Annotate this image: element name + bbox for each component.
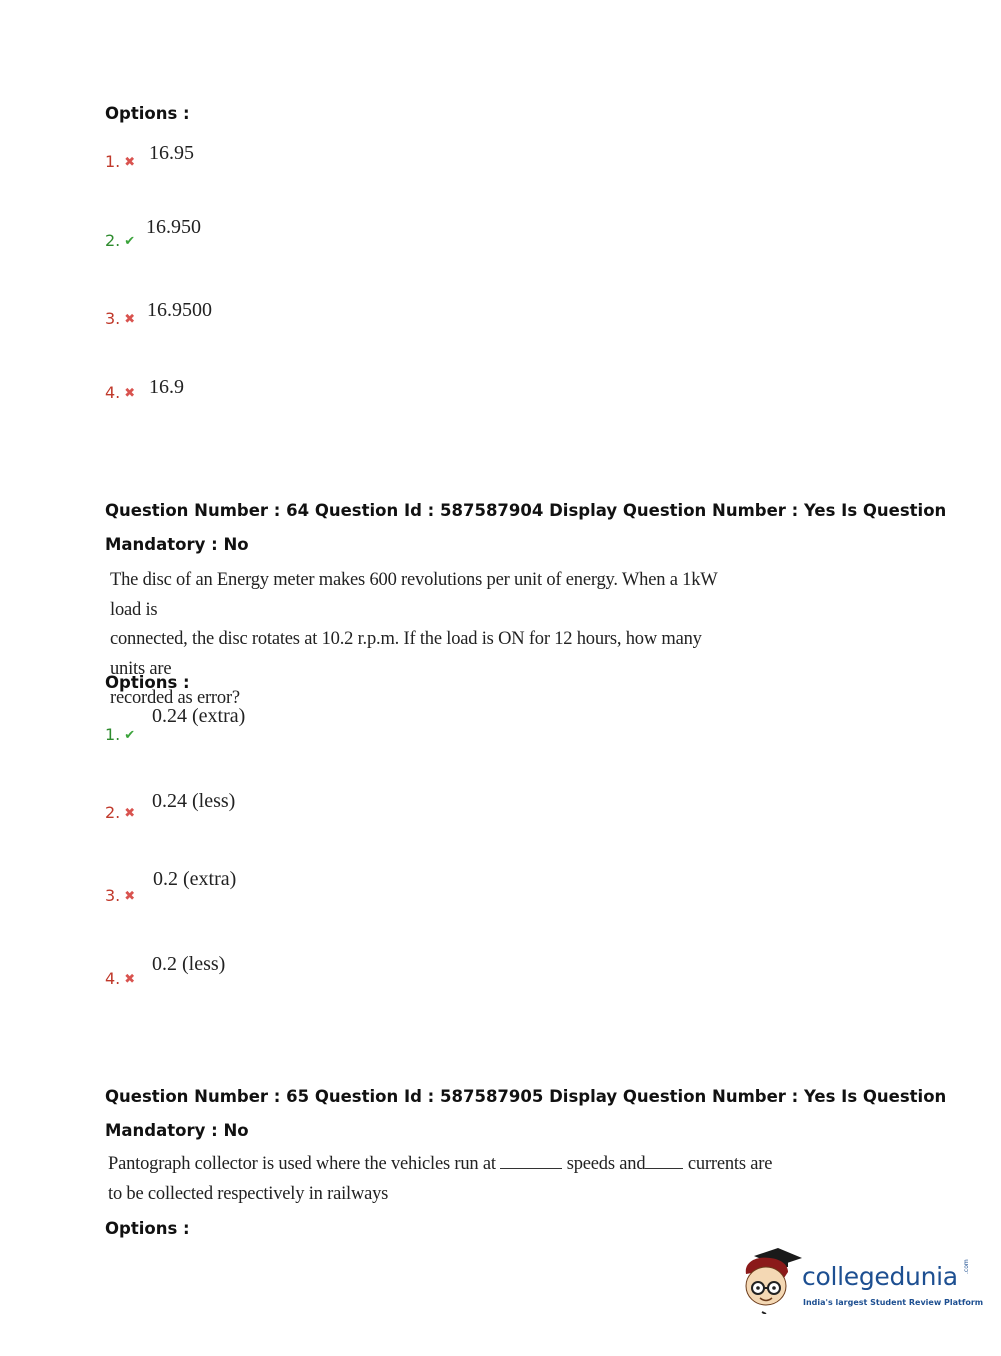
option-number: 2. (105, 803, 121, 822)
option-1 (105, 725, 135, 744)
cross-icon: ✖ (124, 312, 136, 327)
question-header-line2: Mandatory : No (105, 535, 249, 554)
options-label: Options : (105, 673, 190, 692)
question-text (110, 566, 730, 714)
option-text: 0.24 (extra) (152, 705, 246, 727)
option-text: 16.9 (149, 376, 184, 398)
option-2 (105, 803, 135, 822)
option-number: 4. (105, 383, 121, 402)
question-text-line: The disc of an Energy meter makes 600 revolutions per unit of energy. When a 1kW load is (110, 570, 718, 620)
option-number: 4. (105, 969, 121, 988)
question-text (108, 1150, 773, 1209)
option-2 (105, 231, 135, 250)
cross-icon: ✖ (124, 386, 136, 401)
check-icon: ✔ (124, 234, 136, 249)
cross-icon: ✖ (124, 972, 136, 987)
logo-tagline: India's largest Student Review Platform (803, 1298, 984, 1307)
option-number: 2. (105, 231, 121, 250)
question-text-line: recorded as error? (110, 688, 240, 708)
logo-suffix: .com (963, 1259, 970, 1274)
question-header (105, 1080, 946, 1148)
option-text: 0.24 (less) (152, 790, 236, 812)
collegedunia-logo (740, 1248, 984, 1318)
cross-icon: ✖ (124, 889, 136, 904)
option-text: 16.9500 (147, 299, 212, 321)
options-label: Options : (105, 104, 190, 123)
mascot-icon (740, 1248, 802, 1314)
question-text-part: currents are (687, 1154, 773, 1174)
question-header-line1: Question Number : 64 Question Id : 587587904 Display Question Number : Yes Is Question (105, 501, 947, 520)
option-3 (105, 886, 135, 905)
option-number: 3. (105, 886, 121, 905)
question-text-line (108, 1150, 773, 1180)
fill-blank (645, 1167, 683, 1169)
question-header-line2: Mandatory : No (105, 1121, 249, 1140)
option-text: 16.950 (146, 216, 201, 238)
question-text-part: Pantograph collector is used where the vehicles run at (108, 1154, 496, 1174)
option-4 (105, 969, 135, 988)
question-text-line: to be collected respectively in railways (108, 1183, 389, 1204)
logo-wordmark: collegedunia (802, 1262, 958, 1291)
question-header-line1: Question Number : 65 Question Id : 587587905 Display Question Number : Yes Is Question (105, 1087, 947, 1106)
option-text: 0.2 (extra) (153, 868, 237, 890)
cross-icon: ✖ (124, 155, 136, 170)
fill-blank (500, 1167, 562, 1169)
cross-icon: ✖ (124, 806, 136, 821)
option-number: 3. (105, 309, 121, 328)
question-header (105, 494, 946, 562)
option-3 (105, 309, 135, 328)
option-1 (105, 152, 135, 171)
option-number: 1. (105, 152, 121, 171)
check-icon: ✔ (124, 728, 136, 743)
options-label: Options : (105, 1219, 190, 1238)
question-text-line: connected, the disc rotates at 10.2 r.p.m. If the load is ON for 12 hours, how many units are (110, 629, 702, 679)
option-4 (105, 383, 135, 402)
option-number: 1. (105, 725, 121, 744)
option-text: 0.2 (less) (152, 953, 226, 975)
option-text: 16.95 (149, 142, 194, 164)
question-text-part: speeds and (566, 1154, 646, 1174)
